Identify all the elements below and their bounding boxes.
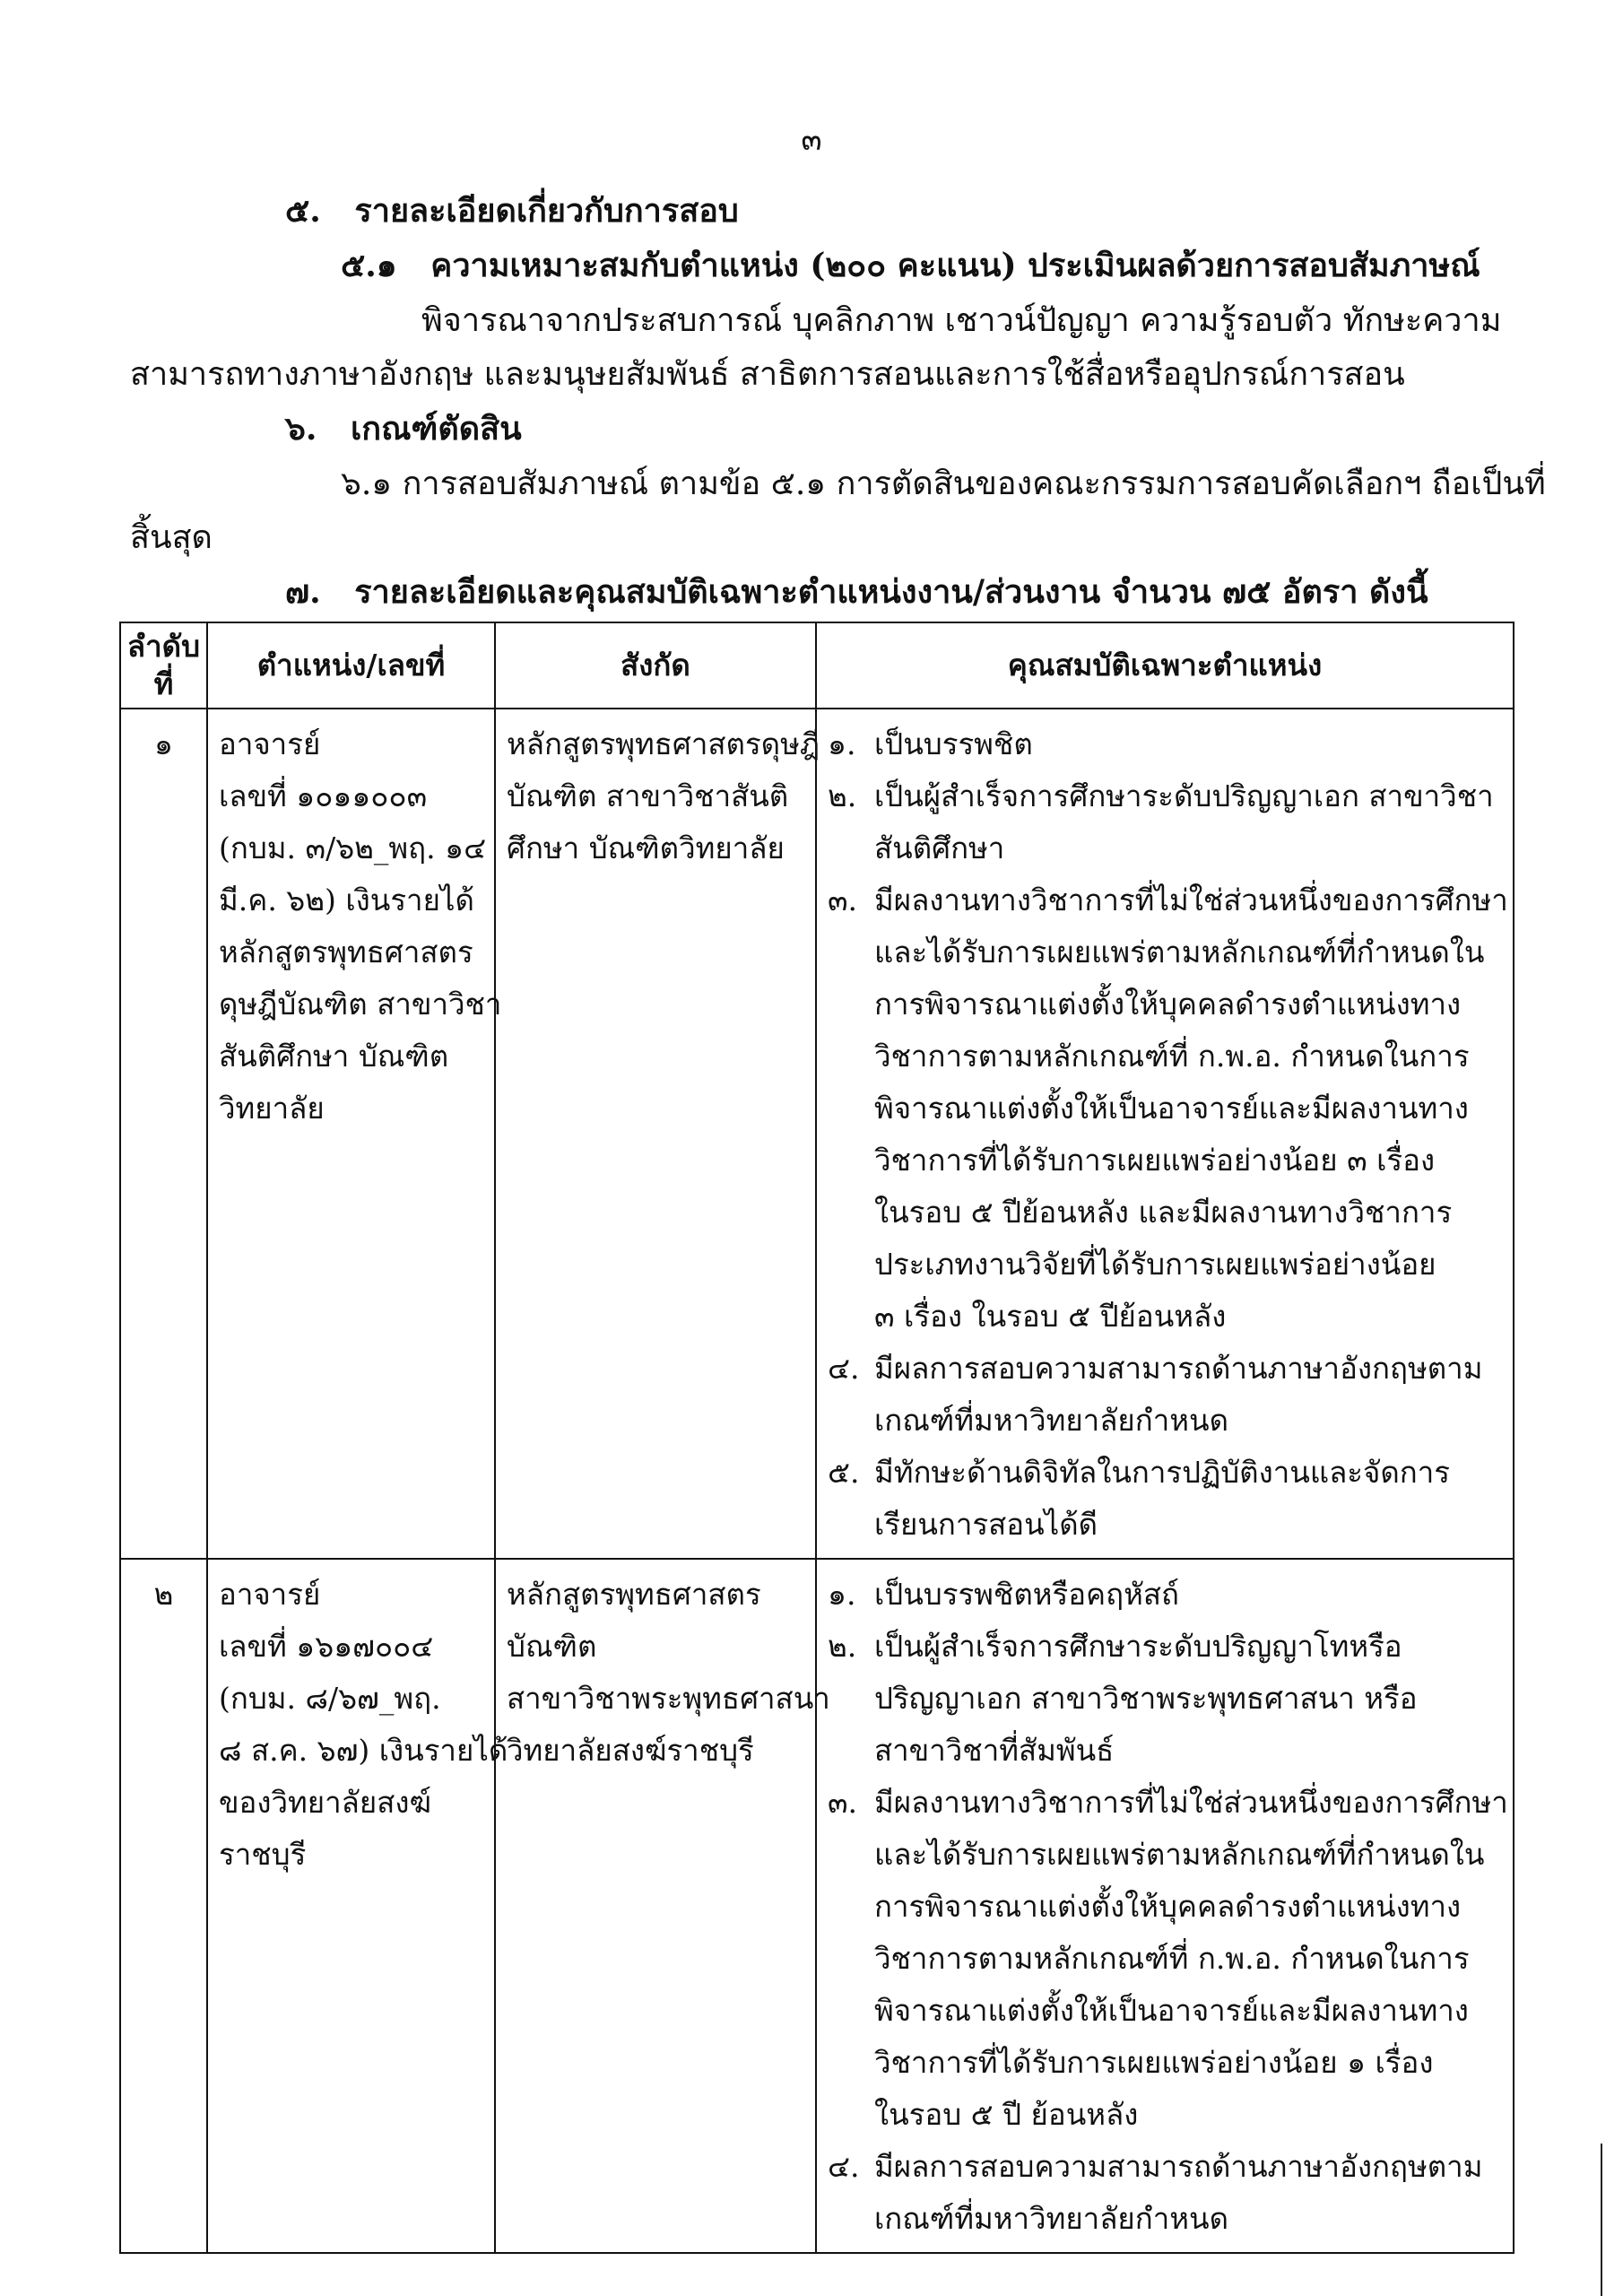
position-line: ของวิทยาลัยสงฆ์ — [219, 1785, 431, 1820]
qualification-line: มีผลงานทางวิชาการที่ไม่ใช่ส่วนหนึ่งของการศึกษา — [874, 883, 1508, 918]
qualification-line: วิชาการตามหลักเกณฑ์ที่ ก.พ.อ. กำหนดในการ — [874, 1941, 1470, 1976]
section-6-title: เกณฑ์ตัดสิน — [351, 410, 522, 448]
qualification-line: เป็นบรรพชิต — [874, 726, 1033, 761]
qualification-number: ๓. — [828, 1785, 858, 1820]
qualification-item — [828, 770, 1502, 874]
qualification-number: ๔. — [828, 1351, 860, 1386]
qualification-number: ๓. — [828, 883, 858, 918]
row-affiliation — [495, 1559, 830, 2253]
affiliation-line: วิทยาลัยสงฆ์ราชบุรี — [507, 1733, 754, 1768]
section-7-title: รายละเอียดและคุณสมบัติเฉพาะตำแหน่งงาน/ส่วนงาน จำนวน ๗๕ อัตรา ดังนี้ — [354, 573, 1428, 611]
qualification-item — [828, 2141, 1502, 2245]
qualification-text — [874, 718, 1033, 770]
section-5-1-number: ๕.๑ — [341, 247, 397, 284]
qualification-item — [828, 874, 1508, 1343]
affiliation-line: สาขาวิชาพระพุทธศาสนา — [507, 1681, 830, 1716]
qualification-line: พิจารณาแต่งตั้งให้เป็นอาจารย์และมีผลงานทาง — [874, 1993, 1469, 2028]
header-position: ตำแหน่ง/เลขที่ — [207, 622, 495, 709]
qualifications-table — [119, 622, 1515, 2254]
table-header-row — [120, 622, 1514, 709]
header-qualifications: คุณสมบัติเฉพาะตำแหน่ง — [816, 622, 1514, 709]
qualification-line: และได้รับการเผยแพร่ตามหลักเกณฑ์ที่กำหนดใน — [874, 935, 1485, 970]
position-line: เลขที่ ๑๖๑๗๐๐๔ — [219, 1629, 434, 1664]
qualification-line: มีผลงานทางวิชาการที่ไม่ใช่ส่วนหนึ่งของการศึกษา — [874, 1785, 1508, 1820]
qualification-item — [828, 1777, 1508, 2141]
qualification-line: ในรอบ ๕ ปี ย้อนหลัง — [874, 2097, 1139, 2132]
qualification-text — [874, 1777, 1508, 2141]
position-line: ราชบุรี — [219, 1837, 307, 1872]
qualification-number: ๑. — [828, 1577, 856, 1612]
section-6-heading — [285, 402, 522, 456]
row-position — [207, 1559, 508, 2253]
qualification-item — [828, 718, 1502, 770]
position-line: (กบม. ๓/๖๒_พฤ. ๑๔ — [219, 831, 487, 865]
page-edge-rule — [1601, 2144, 1602, 2296]
qualification-number: ๔. — [828, 2149, 860, 2184]
qualification-line: สันติศึกษา — [874, 831, 1005, 865]
qualification-line: ประเภทงานวิจัยที่ได้รับการเผยแพร่อย่างน้อย — [874, 1247, 1436, 1282]
header-affiliation: สังกัด — [495, 622, 816, 709]
qualification-line: วิชาการที่ได้รับการเผยแพร่อย่างน้อย ๓ เรื่อง — [874, 1143, 1436, 1178]
qualification-item — [828, 1447, 1502, 1551]
row-order-number: ๒ — [120, 1559, 207, 2253]
qualification-number: ๕. — [828, 1455, 860, 1490]
qualification-text — [874, 770, 1494, 874]
section-6-1-paragraph-line-2: สิ้นสุด — [130, 519, 213, 556]
header-order-number-line-2: ที่ — [153, 666, 174, 701]
section-5-number: ๕. — [285, 192, 321, 230]
qualification-text — [874, 874, 1508, 1343]
section-7-heading — [285, 565, 1428, 619]
qualification-item — [828, 1621, 1502, 1777]
qualification-line: เป็นผู้สำเร็จการศึกษาระดับปริญญาโทหรือ — [874, 1629, 1402, 1664]
section-5-1-heading — [341, 239, 1480, 292]
qualification-line: มีผลการสอบความสามารถด้านภาษาอังกฤษตาม — [874, 1351, 1483, 1386]
affiliation-line: บัณฑิต สาขาวิชาสันติ — [507, 778, 789, 813]
qualification-text — [874, 1621, 1418, 1777]
position-line: ดุษฎีบัณฑิต สาขาวิชา — [219, 987, 502, 1022]
qualification-number: ๒. — [828, 1629, 857, 1664]
position-line: ๘ ส.ค. ๖๗) เงินรายได้ — [219, 1733, 508, 1768]
position-line: วิทยาลัย — [219, 1091, 325, 1126]
qualification-line: เกณฑ์ที่มหาวิทยาลัยกำหนด — [874, 2201, 1229, 2236]
section-5-title: รายละเอียดเกี่ยวกับการสอบ — [354, 192, 739, 230]
position-line: อาจารย์ — [219, 1577, 321, 1612]
row-order-number: ๑ — [120, 709, 207, 1559]
qualification-line: เป็นบรรพชิตหรือคฤหัสถ์ — [874, 1577, 1179, 1612]
qualification-text — [874, 1343, 1482, 1447]
qualification-line: วิชาการตามหลักเกณฑ์ที่ ก.พ.อ. กำหนดในการ — [874, 1039, 1470, 1074]
qualification-item — [828, 1343, 1502, 1447]
qualification-line: มีผลการสอบความสามารถด้านภาษาอังกฤษตาม — [874, 2149, 1483, 2184]
row-qualifications — [816, 1559, 1514, 2253]
header-order-number-line-1: ลำดับ — [126, 629, 201, 664]
section-5-1-paragraph-line-1: พิจารณาจากประสบการณ์ บุคลิกภาพ เชาวน์ปัญญา ความรู้รอบตัว ทักษะความ — [421, 302, 1502, 339]
position-line: (กบม. ๘/๖๗_พฤ. — [219, 1681, 441, 1716]
qualification-item — [828, 1569, 1502, 1621]
qualification-number: ๒. — [828, 778, 857, 813]
affiliation-line: หลักสูตรพุทธศาสตรดุษฎี — [507, 726, 820, 761]
section-7-number: ๗. — [285, 573, 321, 611]
qualification-line: การพิจารณาแต่งตั้งให้บุคคลดำรงตำแหน่งทาง — [874, 1889, 1462, 1924]
qualification-line: การพิจารณาแต่งตั้งให้บุคคลดำรงตำแหน่งทาง — [874, 987, 1462, 1022]
row-position — [207, 709, 502, 1559]
affiliation-line: หลักสูตรพุทธศาสตร — [507, 1577, 761, 1612]
section-5-1-paragraph-line-2: สามารถทางภาษาอังกฤษ และมนุษยสัมพันธ์ สาธิตการสอนและการใช้สื่อหรืออุปกรณ์การสอน — [130, 356, 1405, 393]
table-row — [120, 709, 1514, 1559]
qualification-text — [874, 1569, 1179, 1621]
qualification-text — [874, 1447, 1450, 1551]
qualification-text — [874, 2141, 1482, 2245]
qualification-line: เรียนการสอนได้ดี — [874, 1507, 1098, 1542]
qualification-line: พิจารณาแต่งตั้งให้เป็นอาจารย์และมีผลงานทาง — [874, 1091, 1469, 1126]
section-5-heading — [285, 184, 739, 238]
position-line: มี.ค. ๖๒) เงินรายได้ — [219, 883, 474, 918]
qualification-number: ๑. — [828, 726, 856, 761]
qualification-line: และได้รับการเผยแพร่ตามหลักเกณฑ์ที่กำหนดใน — [874, 1837, 1485, 1872]
qualification-line: สาขาวิชาที่สัมพันธ์ — [874, 1733, 1115, 1768]
qualification-line: เป็นผู้สำเร็จการศึกษาระดับปริญญาเอก สาขาวิชา — [874, 778, 1494, 813]
qualification-line: มีทักษะด้านดิจิทัลในการปฏิบัติงานและจัดการ — [874, 1455, 1451, 1490]
section-5-1-title: ความเหมาะสมกับตำแหน่ง (๒๐๐ คะแนน) ประเมินผลด้วยการสอบสัมภาษณ์ — [430, 247, 1480, 284]
position-line: หลักสูตรพุทธศาสตร — [219, 935, 473, 970]
row-qualifications — [816, 709, 1514, 1559]
section-6-number: ๖. — [285, 410, 317, 448]
position-line: เลขที่ ๑๐๑๑๐๐๓ — [219, 778, 428, 813]
page-number: ๓ — [801, 122, 822, 158]
qualification-line: ในรอบ ๕ ปีย้อนหลัง และมีผลงานทางวิชาการ — [874, 1195, 1453, 1230]
table-row — [120, 1559, 1514, 2253]
qualification-line: ปริญญาเอก สาขาวิชาพระพุทธศาสนา หรือ — [874, 1681, 1418, 1716]
qualification-line: เกณฑ์ที่มหาวิทยาลัยกำหนด — [874, 1403, 1229, 1438]
position-line: อาจารย์ — [219, 726, 321, 761]
section-6-1-paragraph-line-1: ๖.๑ การสอบสัมภาษณ์ ตามข้อ ๕.๑ การตัดสินของคณะกรรมการสอบคัดเลือกฯ ถือเป็นที่ — [341, 465, 1546, 502]
header-order-number — [120, 622, 207, 709]
row-affiliation — [495, 709, 820, 1559]
affiliation-line: ศึกษา บัณฑิตวิทยาลัย — [507, 831, 785, 865]
affiliation-line: บัณฑิต — [507, 1629, 597, 1664]
position-line: สันติศึกษา บัณฑิต — [219, 1039, 449, 1074]
qualification-line: วิชาการที่ได้รับการเผยแพร่อย่างน้อย ๑ เรื่อง — [874, 2045, 1434, 2080]
qualification-line: ๓ เรื่อง ในรอบ ๕ ปีย้อนหลัง — [874, 1299, 1227, 1334]
